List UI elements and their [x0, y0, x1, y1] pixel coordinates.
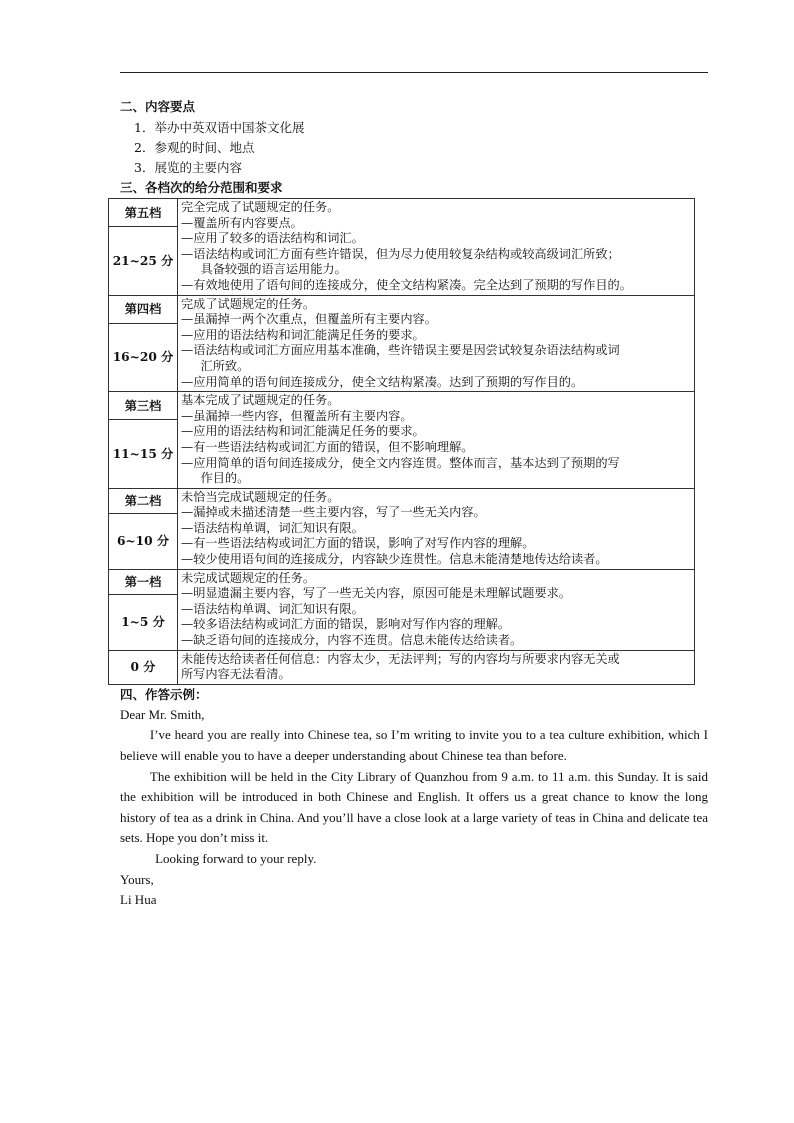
tier-name: 第四档 [109, 295, 178, 323]
tier-summary: 完全完成了试题规定的任务。 [181, 200, 340, 214]
letter-closing-line: Looking forward to your reply. [155, 850, 317, 866]
sample-letter [120, 705, 708, 911]
tier-description [178, 569, 695, 650]
table-row [109, 199, 695, 227]
tier-range: 0 分 [109, 650, 178, 684]
tier-name: 第一档 [109, 569, 178, 595]
content-point: 2．参观的时间、地点 [134, 140, 255, 155]
criterion: —有一些语法结构或词汇方面的错误，影响了对写作内容的理解。 [181, 536, 535, 551]
tier-summary: 未完成试题规定的任务。 [181, 570, 316, 585]
letter-signature: Li Hua [120, 892, 157, 908]
tier-summary: 基本完成了试题规定的任务。 [181, 393, 340, 408]
tier-description [178, 199, 695, 296]
criterion: —虽漏掉一些内容，但覆盖所有主要内容。 [181, 408, 413, 423]
tier-range: 6~10 分 [109, 514, 178, 569]
criterion: —虽漏掉一两个次重点，但覆盖所有主要内容。 [181, 312, 437, 327]
criterion-continued: 具备较强的语言运用能力。 [200, 262, 347, 277]
criterion: —覆盖所有内容要点。 [181, 215, 303, 230]
criterion: —有效地使用了语句间的连接成分，使全文结构紧凑。完全达到了预期的写作目的。 [181, 277, 632, 292]
tier-description [178, 295, 695, 392]
tier-description [178, 650, 695, 684]
criterion: —应用了较多的语法结构和词汇。 [181, 231, 364, 246]
content-points-list [120, 118, 708, 178]
criterion: —应用简单的语句间连接成分，使全文结构紧凑。达到了预期的写作目的。 [181, 374, 584, 389]
criterion: —较多语法结构或词汇方面的错误，影响对写作内容的理解。 [181, 617, 511, 632]
letter-paragraph: I’ve heard you are really into Chinese tea, so I’m writing to invite you to a tea culture exhibition, which I believe will enable you to have a deeper understanding about Chinese tea than before. [120, 727, 708, 763]
tier-name: 第三档 [109, 392, 178, 420]
criterion: —明显遗漏主要内容，写了一些无关内容，原因可能是未理解试题要求。 [181, 586, 571, 601]
criterion: —语法结构或词汇方面有些许错误，但为尽力使用较复杂结构或较高级词汇所致； [181, 246, 620, 261]
grading-table [108, 198, 695, 685]
criterion: 所写内容无法看清。 [181, 667, 291, 682]
letter-paragraph: The exhibition will be held in the City Library of Quanzhou from 9 a.m. to 11 a.m. this Sunday. It is said the exhibition will be introduced in both Chinese and English. It offers us a great chance to know the long history of tea as a drink in China. And you’ll have a close look at a large variety of teas in China and delicate tea sets. Hope you don’t miss it. [120, 768, 708, 846]
tier-name: 第五档 [109, 199, 178, 227]
criterion: —应用的语法结构和词汇能满足任务的要求。 [181, 327, 425, 342]
criterion: —缺乏语句间的连接成分，内容不连贯。信息未能传达给读者。 [181, 633, 523, 648]
table-row [109, 569, 695, 595]
document-body [112, 97, 708, 911]
grading-heading: 三、各档次的给分范围和要求 [120, 180, 283, 195]
criterion: —应用的语法结构和词汇能满足任务的要求。 [181, 424, 425, 439]
criterion: 未能传达给读者任何信息：内容太少，无法评判；写的内容均与所要求内容无关或 [181, 651, 620, 666]
tier-name: 第二档 [109, 488, 178, 514]
table-row [109, 488, 695, 514]
tier-range: 21~25 分 [109, 227, 178, 296]
content-points-heading: 二、内容要点 [120, 99, 196, 114]
tier-description [178, 488, 695, 569]
sample-heading: 四、作答示例： [120, 686, 208, 702]
criterion: —语法结构单调、词汇知识有限。 [181, 601, 364, 616]
table-row [109, 295, 695, 323]
criterion-continued: 作目的。 [200, 471, 250, 486]
letter-sign-off: Yours, [120, 871, 154, 887]
table-row [109, 392, 695, 420]
tier-range: 11~15 分 [109, 420, 178, 489]
letter-greeting: Dear Mr. Smith, [120, 706, 205, 722]
tier-summary: 完成了试题规定的任务。 [181, 296, 316, 311]
criterion: —漏掉或未描述清楚一些主要内容，写了一些无关内容。 [181, 505, 486, 520]
tier-range: 16~20 分 [109, 323, 178, 392]
content-point: 1．举办中英双语中国茶文化展 [134, 120, 305, 135]
tier-summary: 未恰当完成试题规定的任务。 [181, 489, 340, 504]
tier-description [178, 392, 695, 489]
table-row [109, 650, 695, 684]
criterion-continued: 汇所致。 [200, 358, 250, 373]
tier-range: 1~5 分 [109, 595, 178, 650]
criterion: —应用简单的语句间连接成分，使全文内容连贯。整体而言，基本达到了预期的写 [181, 455, 620, 470]
criterion: —语法结构单调，词汇知识有限。 [181, 520, 364, 535]
header-rule [120, 72, 708, 73]
criterion: —较少使用语句间的连接成分，内容缺少连贯性。信息未能清楚地传达给读者。 [181, 552, 608, 567]
criterion: —有一些语法结构或词汇方面的错误，但不影响理解。 [181, 439, 474, 454]
criterion: —语法结构或词汇方面应用基本准确，些许错误主要是因尝试较复杂语法结构或词 [181, 343, 620, 358]
content-point: 3．展览的主要内容 [134, 160, 242, 175]
